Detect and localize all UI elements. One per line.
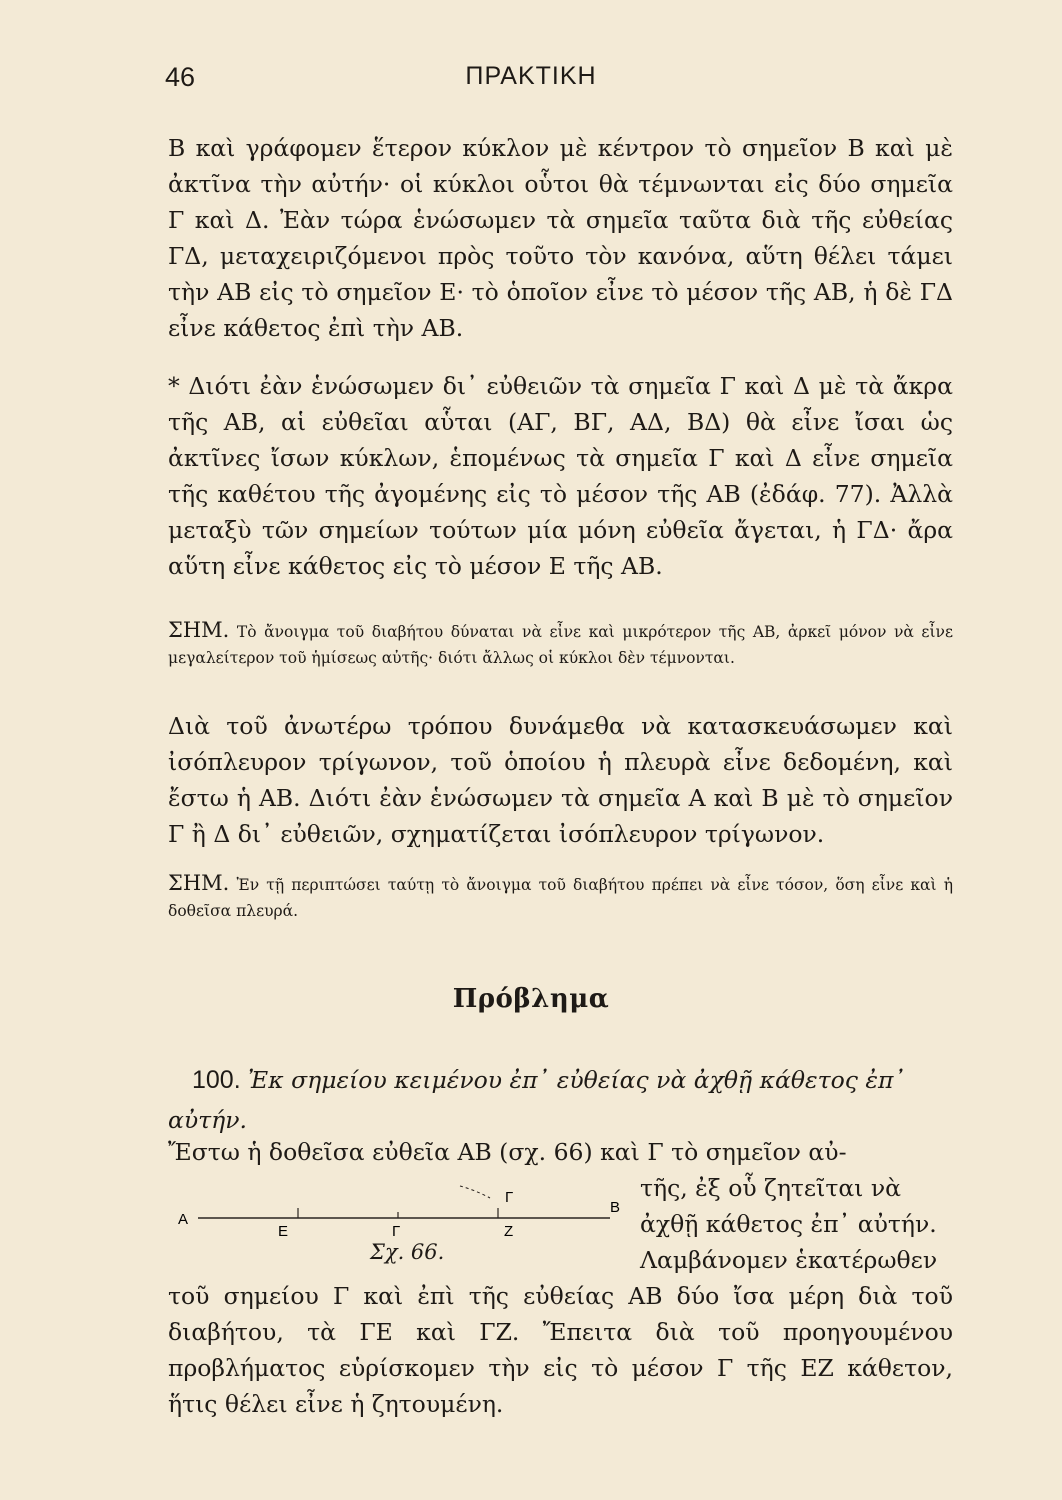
figure-side-text: τῆς, ἐξ οὗ ζητεῖται νὰ ἀχθῇ κάθετος ἐπ᾿ αὐτήν. Λαμβάνομεν ἑκατέρωθεν: [640, 1174, 938, 1274]
problem-title: Ἐκ σημείου κειμένου ἐπ᾿ εὐθείας νὰ ἀχθῇ κάθετος ἐπ᾿ αὐτήν.: [168, 1066, 906, 1134]
paragraph: Ἔστω ἡ δοθεῖσα εὐθεῖα ΑΒ (σχ. 66) καὶ Γ τὸ σημεῖον αὐ-: [168, 1138, 847, 1166]
problem-statement: [168, 1060, 953, 1140]
paragraph: * Διότι ἐὰν ἑνώσωμεν δι᾿ εὐθειῶν τὰ σημεῖα Γ καὶ Δ μὲ τὰ ἄκρα τῆς ΑΒ, αἱ εὐθεῖαι αὗται (ΑΓ, ΒΓ, ΑΔ, ΒΔ) θὰ εἶνε ἴσαι ὡς ἀκτῖνες ἴσων κύκλων, ἑπομένως τὰ σημεῖα Γ καὶ Δ εἶνε σημεῖα τῆς καθέτου τῆς ἀγομένης εἰς τὸ μέσον τῆς ΑΒ (ἐδάφ. 77). Ἀλλὰ μεταξὺ τῶν σημείων τούτων μία μόνη εὐθεῖα ἄγεται, ἡ ΓΔ· ἄρα αὕτη εἶνε κάθετος εἰς τὸ μέσον Ε τῆς ΑΒ.: [168, 372, 953, 580]
arc-mark: [460, 1186, 490, 1198]
label-g: Γ: [392, 1223, 401, 1240]
label-e: Ε: [278, 1223, 289, 1240]
body-paragraph-3: [168, 708, 953, 852]
page-header: [0, 62, 1062, 102]
figure-66: [170, 1170, 630, 1280]
problem-continuation: [168, 1278, 953, 1422]
paragraph: τοῦ σημείου Γ καὶ ἐπὶ τῆς εὐθείας ΑΒ δύο ἴσα μέρη διὰ τοῦ διαβήτου, τὰ ΓΕ καὶ ΓΖ. Ἔπειτα διὰ τοῦ προηγουμένου προβλήματος εὑρίσκομεν τὴν εἰς τὸ μέσον Γ τῆς ΕΖ κάθετον, ἥτις θέλει εἶνε ἡ ζητουμένη.: [168, 1282, 953, 1418]
label-b: Β: [610, 1199, 621, 1216]
problem-number: 100.: [192, 1066, 241, 1094]
page-number: 46: [165, 62, 196, 92]
label-g-top: Γ: [505, 1189, 514, 1206]
body-paragraph-2: [168, 368, 953, 584]
note-label: ΣΗΜ.: [168, 618, 230, 642]
label-z: Ζ: [504, 1223, 514, 1240]
problem-lead: [168, 1134, 953, 1170]
section-heading: Πρόβλημα: [452, 984, 610, 1014]
paragraph: Διὰ τοῦ ἀνωτέρω τρόπου δυνάμεθα νὰ κατασκευάσωμεν καὶ ἰσόπλευρον τρίγωνον, τοῦ ὁποίου ἡ πλευρὰ εἶνε δεδομένη, καὶ ἔστω ἡ ΑΒ. Διότι ἐὰν ἑνώσωμεν τὰ σημεῖα Α καὶ Β μὲ τὸ σημεῖον Γ ἢ Δ δι᾿ εὐθειῶν, σχηματίζεται ἰσόπλευρον τρίγωνον.: [168, 712, 953, 848]
note-text: Ἐν τῇ περιπτώσει ταύτῃ τὸ ἄνοιγμα τοῦ διαβήτου πρέπει νὰ εἶνε τόσον, ὅση εἶνε καὶ ἡ δοθεῖσα πλευρά.: [168, 876, 954, 920]
label-a: Α: [178, 1211, 189, 1228]
figure-caption: Σχ. 66.: [370, 1240, 445, 1264]
running-title: ΠΡΑΚΤΙΚΗ: [465, 62, 597, 90]
paragraph: Β καὶ γράφομεν ἕτερον κύκλον μὲ κέντρον τὸ σημεῖον Β καὶ μὲ ἀκτῖνα τὴν αὐτήν· οἱ κύκλοι οὗτοι θὰ τέμνωνται εἰς δύο σημεῖα Γ καὶ Δ. Ἐὰν τώρα ἑνώσωμεν τὰ σημεῖα ταῦτα διὰ τῆς εὐθείας ΓΔ, μεταχειριζόμενοι πρὸς τοῦτο τὸν κανόνα, αὕτη θέλει τάμει τὴν ΑΒ εἰς τὸ σημεῖον Ε· τὸ ὁποῖον εἶνε τὸ μέσον τῆς ΑΒ, ἡ δὲ ΓΔ εἶνε κάθετος ἐπὶ τὴν ΑΒ.: [168, 134, 953, 342]
note-2: [168, 870, 953, 924]
note-label: ΣΗΜ.: [168, 871, 230, 895]
note-1: [168, 617, 953, 671]
note-text: Τὸ ἄνοιγμα τοῦ διαβήτου δύναται νὰ εἶνε καὶ μικρότερον τῆς ΑΒ, ἀρκεῖ μόνον νὰ εἶνε μεγαλείτερον τοῦ ἡμίσεως αὐτῆς· διότι ἄλλως οἱ κύκλοι δὲν τέμνονται.: [168, 623, 953, 667]
body-paragraph-1: [168, 130, 953, 346]
